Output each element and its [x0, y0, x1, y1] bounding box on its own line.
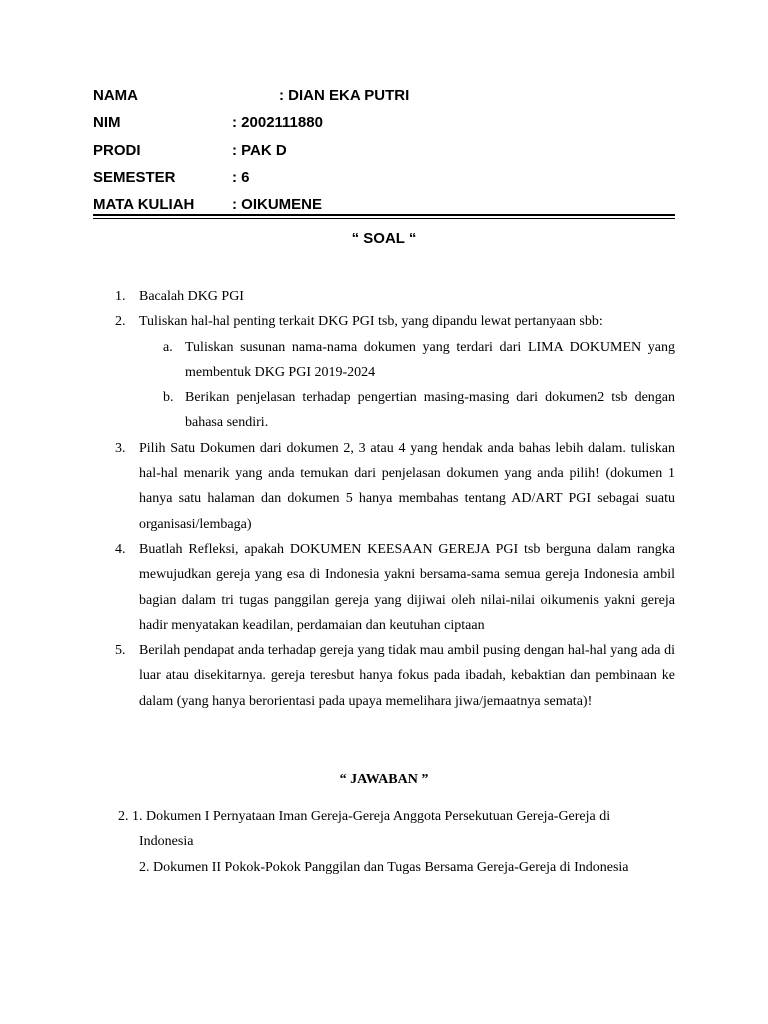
info-label: NIM	[93, 114, 121, 132]
info-value: : 2002111880	[232, 114, 323, 132]
info-label: MATA KULIAH	[93, 196, 195, 214]
question-number: 4.	[115, 541, 126, 557]
answer-line-continuation: Indonesia	[139, 834, 194, 850]
question-item	[115, 537, 675, 638]
info-row-prodi	[93, 141, 675, 168]
question-item	[115, 638, 675, 714]
question-text: Berilah pendapat anda terhadap gereja yang tidak mau ambil pusing dengan hal-hal yang ada di luar atau disekitarnya. gereja teresbut hanya fokus pada ibadah, kebaktian dan pembinaan ke dalam (yang hanya berorientasi pada upaya memelihara jiwa/jemaatnya semata)!	[139, 643, 675, 709]
answer-section	[118, 804, 675, 880]
question-list	[115, 284, 675, 714]
sub-question-text: Berikan penjelasan terhadap pengertian masing-masing dari dokumen2 tsb dengan bahasa sendiri.	[185, 390, 675, 431]
question-item	[115, 284, 675, 309]
question-text: Pilih Satu Dokumen dari dokumen 2, 3 atau 4 yang hendak anda bahas lebih dalam. tuliskan hal-hal menarik yang anda temukan dari penjelasan dokumen yang anda pilih! (dokumen 1 hanya satu halaman dan dokumen 5 hanya membahas tentang AD/ART PGI sebagai suatu organisasi/lembaga)	[139, 440, 675, 532]
answer-line: 2. 1. Dokumen I Pernyataan Iman Gereja-Gereja Anggota Persekutuan Gereja-Gereja di	[118, 809, 611, 824]
info-label: NAMA	[93, 87, 138, 104]
info-row-semester	[93, 168, 675, 195]
question-text: Bacalah DKG PGI	[139, 289, 244, 304]
header-divider-thick	[93, 214, 675, 216]
info-row-nama	[93, 86, 675, 113]
sub-question-text: Tuliskan susunan nama-nama dokumen yang terdari dari LIMA DOKUMEN yang membentuk DKG PGI 2019-2024	[185, 339, 675, 380]
sub-question-item	[115, 335, 675, 386]
soal-title: “ SOAL “	[351, 230, 417, 247]
info-label: PRODI	[93, 141, 141, 159]
student-info-header	[93, 86, 675, 222]
question-number: 3.	[115, 440, 126, 456]
jawaban-title: “ JAWABAN ”	[339, 772, 429, 787]
info-label: SEMESTER	[93, 168, 176, 186]
question-text: Buatlah Refleksi, apakah DOKUMEN KEESAAN GEREJA PGI tsb berguna dalam rangka mewujudkan gereja yang esa di Indonesia yakni bersama-sama semua gereja Indonesia ambil bagian dalam tri tugas panggilan gereja yang dijiwai oleh nilai-nilai oikumenis yakni gereja hadir menyatakan keadilan, perdamaian dan keutuhan ciptaan	[139, 541, 675, 633]
question-item	[115, 309, 675, 334]
answer-line: 2. Dokumen II Pokok-Pokok Panggilan dan Tugas Bersama Gereja-Gereja di Indonesia	[139, 859, 629, 875]
header-divider-thin	[93, 218, 675, 219]
info-row-nim	[93, 113, 675, 140]
info-value: : OIKUMENE	[232, 196, 322, 214]
info-value: : DIAN EKA PUTRI	[279, 87, 410, 104]
question-number: 2.	[115, 314, 126, 330]
sub-question-letter: b.	[163, 390, 174, 406]
question-number: 5.	[115, 643, 126, 659]
info-value: : 6	[232, 168, 250, 186]
sub-question-item	[115, 385, 675, 436]
question-text: Tuliskan hal-hal penting terkait DKG PGI tsb, yang dipandu lewat pertanyaan sbb:	[139, 314, 603, 330]
question-item	[115, 436, 675, 537]
question-number: 1.	[115, 289, 126, 304]
info-value: : PAK D	[232, 141, 287, 159]
sub-question-letter: a.	[163, 339, 173, 355]
